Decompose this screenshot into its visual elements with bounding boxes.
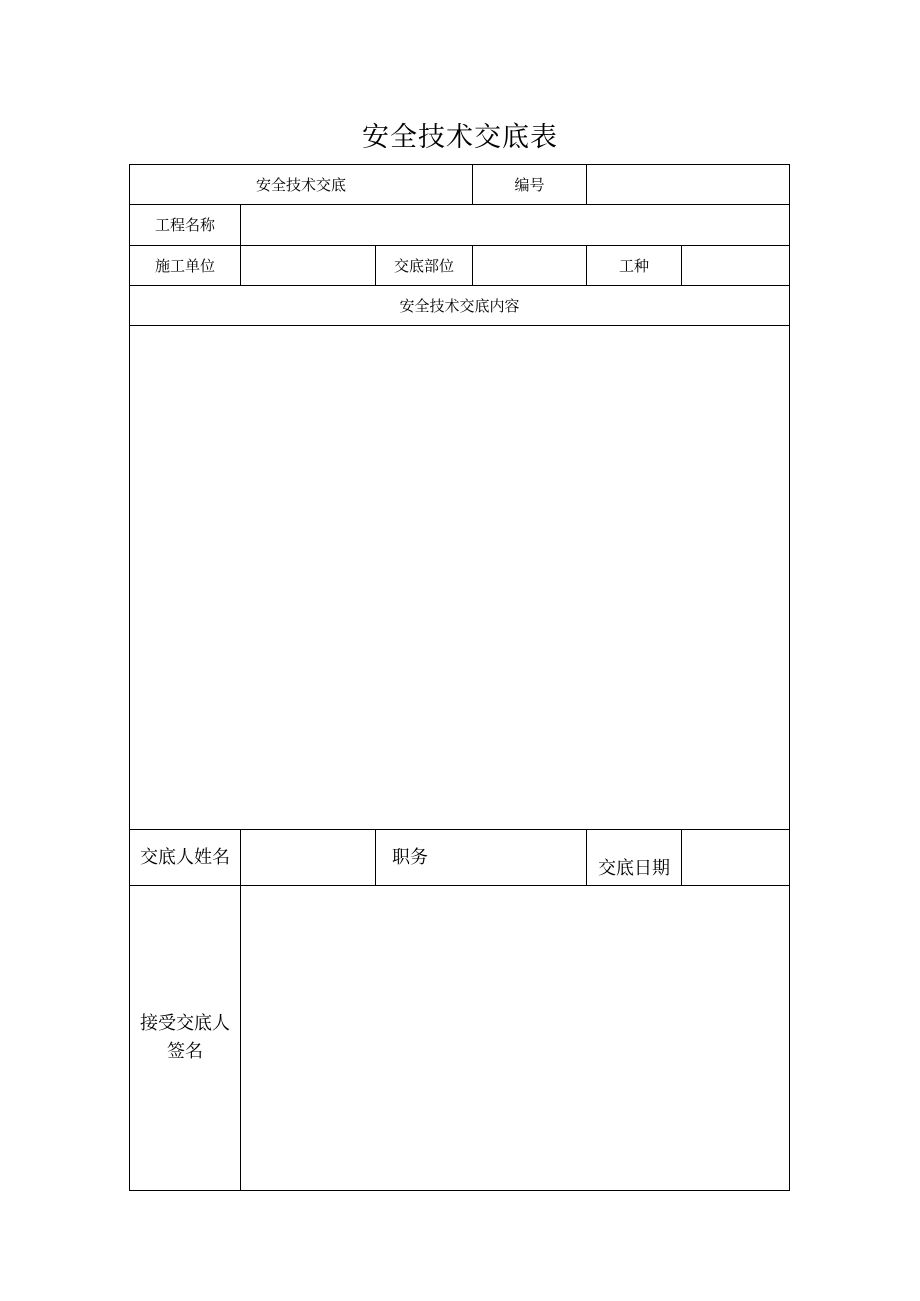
project-name-field[interactable] [241, 205, 789, 245]
document-title: 安全技术交底表 [362, 122, 558, 153]
construction-unit-field[interactable] [241, 246, 375, 285]
content-body-area[interactable] [130, 326, 789, 829]
content-section-label: 安全技术交底内容 [399, 296, 520, 315]
work-type-field[interactable] [682, 246, 789, 285]
recipients-label-line2: 签名 [167, 1041, 203, 1062]
construction-unit-label: 施工单位 [154, 256, 215, 275]
discloser-name-label: 交底人姓名 [140, 846, 230, 868]
work-type-label: 工种 [618, 256, 649, 275]
recipients-label [130, 886, 240, 1190]
disclosure-label: 安全技术交底 [255, 175, 346, 194]
position-label: 职务 [392, 846, 428, 868]
disclosure-date-field[interactable] [682, 830, 789, 885]
project-name-label: 工程名称 [154, 216, 215, 234]
number-field[interactable] [587, 165, 789, 204]
disclosure-part-label: 交底部位 [393, 256, 454, 275]
disclosure-date-label: 交底日期 [598, 858, 670, 879]
recipients-label-stack [140, 1010, 230, 1066]
discloser-name-field[interactable] [241, 830, 375, 885]
number-label: 编号 [514, 175, 545, 194]
table-border-right [789, 164, 790, 1191]
disclosure-part-field[interactable] [473, 246, 586, 285]
recipients-label-line1: 接受交底人 [140, 1013, 230, 1034]
table-border-bottom [129, 1190, 790, 1191]
recipient-signatures-field[interactable] [241, 886, 789, 1190]
